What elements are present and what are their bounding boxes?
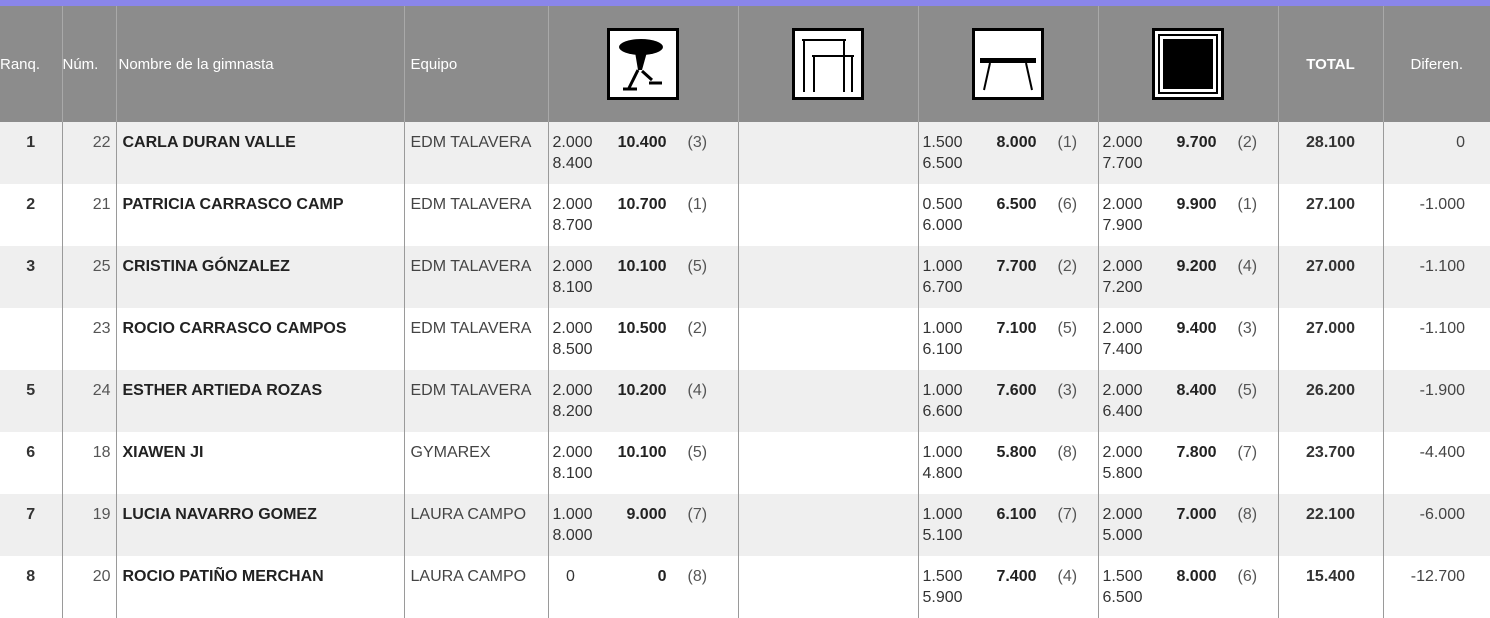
difficulty-score: 2.000 [1102, 444, 1143, 461]
difference-cell: -1.100 [1383, 246, 1490, 308]
final-score: 5.800 [996, 444, 1037, 461]
difficulty-score: 2.000 [552, 258, 593, 275]
balance-beam-score-cell [918, 246, 1098, 308]
team-cell: GYMAREX [404, 432, 548, 494]
apparatus-position: (5) [1057, 320, 1078, 337]
final-score: 7.000 [1176, 506, 1217, 523]
difficulty-score: 1.000 [552, 506, 593, 523]
balance-beam-score-cell [918, 370, 1098, 432]
apparatus-position: (7) [1057, 506, 1078, 523]
col-header-vault[interactable] [548, 6, 738, 122]
rank-cell: 5 [0, 370, 62, 432]
final-score: 7.400 [996, 568, 1037, 585]
vault-icon [607, 28, 679, 100]
total-cell: 27.000 [1278, 308, 1383, 370]
final-score: 6.500 [996, 196, 1037, 213]
uneven-bars-score-cell [738, 432, 918, 494]
apparatus-position: (6) [1057, 196, 1078, 213]
difficulty-score: 2.000 [1102, 196, 1143, 213]
apparatus-position: (7) [1237, 444, 1258, 461]
team-cell: EDM TALAVERA [404, 122, 548, 184]
table-row[interactable] [0, 184, 1490, 246]
team-cell: LAURA CAMPO [404, 494, 548, 556]
team-cell: EDM TALAVERA [404, 308, 548, 370]
header-row [0, 6, 1490, 122]
final-score: 8.000 [1176, 568, 1217, 585]
bib-number-cell: 20 [62, 556, 116, 618]
apparatus-position: (5) [687, 258, 708, 275]
vault-score-cell [548, 308, 738, 370]
final-score: 10.700 [617, 196, 667, 213]
bib-number-cell: 25 [62, 246, 116, 308]
execution-score: 4.800 [922, 465, 963, 482]
balance-beam-score-cell [918, 494, 1098, 556]
final-score: 7.800 [1176, 444, 1217, 461]
col-header-diff[interactable]: Diferen. [1383, 6, 1490, 122]
execution-score: 5.000 [1102, 527, 1143, 544]
difficulty-score: 2.000 [552, 134, 593, 151]
gymnast-name-cell: XIAWEN JI [116, 432, 404, 494]
vault-score-cell [548, 122, 738, 184]
vault-score-cell [548, 494, 738, 556]
uneven-bars-score-cell [738, 184, 918, 246]
final-score: 10.100 [617, 444, 667, 461]
table-row[interactable] [0, 370, 1490, 432]
uneven-bars-score-cell [738, 556, 918, 618]
vault-score-cell [548, 184, 738, 246]
execution-score: 8.500 [552, 341, 593, 358]
difficulty-score: 2.000 [552, 320, 593, 337]
apparatus-position: (6) [1237, 568, 1258, 585]
uneven-bars-score-cell [738, 494, 918, 556]
difficulty-score: 2.000 [1102, 258, 1143, 275]
execution-score: 5.100 [922, 527, 963, 544]
difficulty-score: 1.000 [922, 320, 963, 337]
floor-score-cell [1098, 184, 1278, 246]
col-header-num[interactable]: Núm. [62, 6, 116, 122]
difficulty-score: 1.500 [922, 134, 963, 151]
final-score: 10.100 [617, 258, 667, 275]
difficulty-score: 2.000 [1102, 506, 1143, 523]
final-score: 6.100 [996, 506, 1037, 523]
execution-score: 8.700 [552, 217, 593, 234]
balance-beam-score-cell [918, 432, 1098, 494]
difference-cell: -4.400 [1383, 432, 1490, 494]
results-table [0, 6, 1490, 618]
team-cell: EDM TALAVERA [404, 184, 548, 246]
gymnast-name-cell: ROCIO CARRASCO CAMPOS [116, 308, 404, 370]
difficulty-score: 0 [566, 568, 575, 585]
apparatus-position: (7) [687, 506, 708, 523]
execution-score: 6.000 [922, 217, 963, 234]
execution-score: 8.100 [552, 279, 593, 296]
difficulty-score: 2.000 [552, 444, 593, 461]
difficulty-score: 1.500 [922, 568, 963, 585]
bib-number-cell: 22 [62, 122, 116, 184]
col-header-team[interactable]: Equipo [404, 6, 548, 122]
apparatus-position: (8) [687, 568, 708, 585]
difficulty-score: 0.500 [922, 196, 963, 213]
apparatus-position: (2) [1057, 258, 1078, 275]
total-cell: 27.100 [1278, 184, 1383, 246]
difficulty-score: 1.000 [922, 258, 963, 275]
apparatus-position: (8) [1057, 444, 1078, 461]
table-row[interactable] [0, 246, 1490, 308]
final-score: 8.400 [1176, 382, 1217, 399]
bib-number-cell: 23 [62, 308, 116, 370]
gymnast-name-cell: CRISTINA GÓNZALEZ [116, 246, 404, 308]
floor-score-cell [1098, 370, 1278, 432]
floor-score-cell [1098, 556, 1278, 618]
rank-cell [0, 308, 62, 370]
difference-cell: -1.900 [1383, 370, 1490, 432]
balance-beam-score-cell [918, 122, 1098, 184]
difficulty-score: 2.000 [1102, 134, 1143, 151]
final-score: 9.200 [1176, 258, 1217, 275]
apparatus-position: (4) [687, 382, 708, 399]
final-score: 10.500 [617, 320, 667, 337]
bib-number-cell: 21 [62, 184, 116, 246]
final-score: 9.400 [1176, 320, 1217, 337]
uneven-bars-icon [792, 28, 864, 100]
execution-score: 6.500 [1102, 589, 1143, 606]
execution-score: 6.100 [922, 341, 963, 358]
final-score: 10.200 [617, 382, 667, 399]
difficulty-score: 2.000 [1102, 320, 1143, 337]
balance-beam-score-cell [918, 184, 1098, 246]
difference-cell: -1.100 [1383, 308, 1490, 370]
gymnast-name-cell: LUCIA NAVARRO GOMEZ [116, 494, 404, 556]
total-cell: 28.100 [1278, 122, 1383, 184]
difficulty-score: 1.500 [1102, 568, 1143, 585]
gymnast-name-cell: ESTHER ARTIEDA ROZAS [116, 370, 404, 432]
execution-score: 6.500 [922, 155, 963, 172]
floor-score-cell [1098, 308, 1278, 370]
team-cell: LAURA CAMPO [404, 556, 548, 618]
difference-cell: -6.000 [1383, 494, 1490, 556]
rank-cell: 2 [26, 196, 36, 213]
gymnast-name-cell: PATRICIA CARRASCO CAMP [116, 184, 404, 246]
final-score: 7.700 [996, 258, 1037, 275]
bib-number-cell: 18 [62, 432, 116, 494]
difficulty-score: 1.000 [922, 382, 963, 399]
apparatus-position: (1) [687, 196, 708, 213]
difference-cell: 0 [1383, 122, 1490, 184]
execution-score: 8.400 [552, 155, 593, 172]
execution-score: 6.700 [922, 279, 963, 296]
difficulty-score: 2.000 [552, 382, 593, 399]
execution-score: 5.900 [922, 589, 963, 606]
balance-beam-score-cell [918, 308, 1098, 370]
apparatus-position: (3) [1057, 382, 1078, 399]
total-cell: 22.100 [1278, 494, 1383, 556]
table-row[interactable] [0, 494, 1490, 556]
final-score: 0 [657, 568, 667, 585]
uneven-bars-score-cell [738, 246, 918, 308]
difference-cell: -12.700 [1383, 556, 1490, 618]
apparatus-position: (4) [1057, 568, 1078, 585]
difference-cell: -1.000 [1383, 184, 1490, 246]
floor-score-cell [1098, 494, 1278, 556]
floor-score-cell [1098, 122, 1278, 184]
uneven-bars-score-cell [738, 308, 918, 370]
vault-score-cell [548, 556, 738, 618]
col-header-name[interactable]: Nombre de la gimnasta [116, 6, 404, 122]
table-row[interactable] [0, 308, 1490, 370]
total-cell: 26.200 [1278, 370, 1383, 432]
col-header-floor[interactable] [1098, 6, 1278, 122]
execution-score: 7.200 [1102, 279, 1143, 296]
apparatus-position: (2) [1237, 134, 1258, 151]
execution-score: 7.900 [1102, 217, 1143, 234]
uneven-bars-score-cell [738, 370, 918, 432]
vault-score-cell [548, 246, 738, 308]
apparatus-position: (1) [1237, 196, 1258, 213]
team-cell: EDM TALAVERA [404, 370, 548, 432]
total-cell: 23.700 [1278, 432, 1383, 494]
execution-score: 7.400 [1102, 341, 1143, 358]
rank-cell: 3 [0, 246, 62, 308]
apparatus-position: (5) [687, 444, 708, 461]
balance-beam-icon [972, 28, 1044, 100]
col-header-rank[interactable]: Ranq. [0, 6, 62, 122]
table-row[interactable] [0, 556, 1490, 618]
difficulty-score: 2.000 [1102, 382, 1143, 399]
difficulty-score: 1.000 [922, 506, 963, 523]
rank-cell: 6 [26, 444, 36, 461]
apparatus-position: (2) [687, 320, 708, 337]
gymnast-name-cell: ROCIO PATIÑO MERCHAN [116, 556, 404, 618]
difficulty-score: 1.000 [922, 444, 963, 461]
execution-score: 8.000 [552, 527, 593, 544]
final-score: 9.000 [626, 506, 667, 523]
table-row[interactable] [0, 432, 1490, 494]
floor-score-cell [1098, 432, 1278, 494]
final-score: 9.700 [1176, 134, 1217, 151]
gymnast-name-cell: CARLA DURAN VALLE [116, 122, 404, 184]
apparatus-position: (3) [1237, 320, 1258, 337]
rank-cell: 8 [26, 568, 36, 585]
total-cell: 15.400 [1278, 556, 1383, 618]
table-row[interactable] [0, 122, 1490, 184]
team-cell: EDM TALAVERA [404, 246, 548, 308]
execution-score: 8.200 [552, 403, 593, 420]
execution-score: 6.600 [922, 403, 963, 420]
final-score: 10.400 [617, 134, 667, 151]
col-header-total[interactable]: TOTAL [1278, 6, 1383, 122]
execution-score: 5.800 [1102, 465, 1143, 482]
total-cell: 27.000 [1278, 246, 1383, 308]
floor-exercise-icon [1152, 28, 1224, 100]
floor-score-cell [1098, 246, 1278, 308]
apparatus-position: (1) [1057, 134, 1078, 151]
final-score: 8.000 [996, 134, 1037, 151]
vault-score-cell [548, 432, 738, 494]
bib-number-cell: 19 [62, 494, 116, 556]
col-header-uneven-bars[interactable] [738, 6, 918, 122]
apparatus-position: (3) [687, 134, 708, 151]
final-score: 7.100 [996, 320, 1037, 337]
apparatus-position: (4) [1237, 258, 1258, 275]
execution-score: 7.700 [1102, 155, 1143, 172]
col-header-balance-beam[interactable] [918, 6, 1098, 122]
difficulty-score: 2.000 [552, 196, 593, 213]
final-score: 9.900 [1176, 196, 1217, 213]
final-score: 7.600 [996, 382, 1037, 399]
rank-cell: 7 [0, 494, 62, 556]
uneven-bars-score-cell [738, 122, 918, 184]
execution-score: 8.100 [552, 465, 593, 482]
balance-beam-score-cell [918, 556, 1098, 618]
apparatus-position: (5) [1237, 382, 1258, 399]
apparatus-position: (8) [1237, 506, 1258, 523]
bib-number-cell: 24 [62, 370, 116, 432]
execution-score: 6.400 [1102, 403, 1143, 420]
vault-score-cell [548, 370, 738, 432]
rank-cell: 1 [0, 122, 62, 184]
